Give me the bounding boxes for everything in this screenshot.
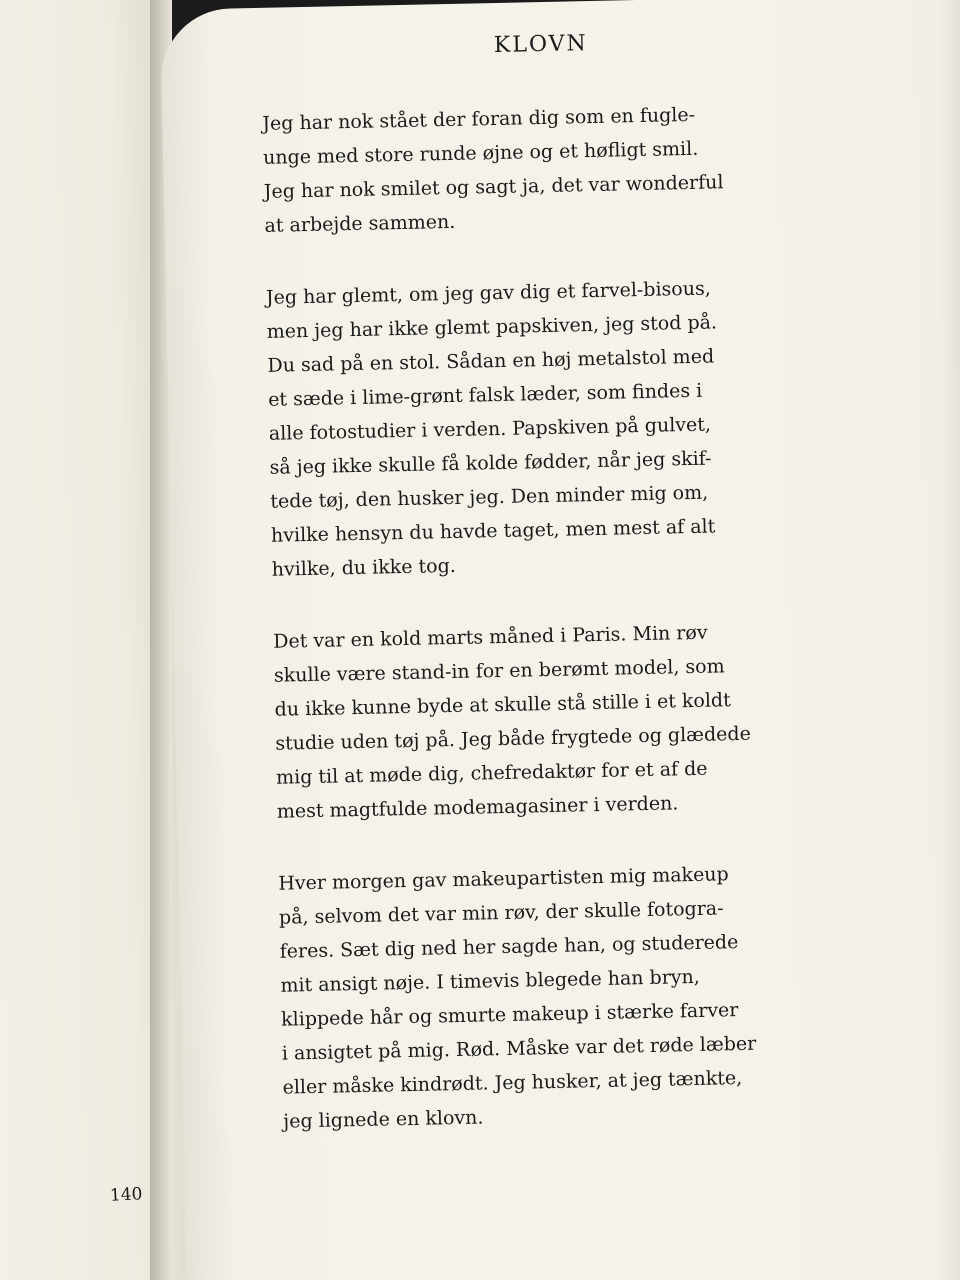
text-line: Det var en kold marts måned i Paris. Min røv bbox=[273, 621, 708, 653]
text-line: Jeg har glemt, om jeg gav dig et farvel-bisous, bbox=[265, 277, 711, 309]
text-line: så jeg ikke skulle få kolde fødder, når jeg skif- bbox=[269, 447, 712, 479]
text-line: men jeg har ikke glemt papskiven, jeg stod på. bbox=[266, 311, 718, 343]
text-line: unge med store runde øjne og et høfligt smil. bbox=[262, 137, 699, 169]
right-page bbox=[160, 0, 960, 1280]
page-text-block bbox=[261, 27, 825, 1177]
text-line: Jeg har nok stået der foran dig som en fugle- bbox=[262, 103, 696, 135]
text-line: et sæde i lime-grønt falsk læder, som findes i bbox=[267, 379, 703, 411]
text-line: mest magtfulde modemagasiner i verden. bbox=[276, 792, 679, 823]
text-line: studie uden tøj på. Jeg både frygtede og glædede bbox=[275, 722, 752, 755]
running-head: KLOVN bbox=[493, 31, 588, 59]
text-line: Du sad på en stol. Sådan en høj metalstol med bbox=[267, 345, 715, 377]
text-line: hvilke, du ikke tog. bbox=[271, 554, 457, 581]
paragraph-2 bbox=[266, 270, 812, 587]
text-line: at arbejde sammen. bbox=[264, 210, 456, 237]
text-line: klippede hår og smurte makeup i stærke farver bbox=[280, 999, 739, 1031]
page-number: 140 bbox=[109, 1184, 143, 1206]
text-line: skulle være stand-in for en berømt model, som bbox=[273, 655, 725, 687]
text-line: mit ansigt nøje. I timevis blegede han bryn, bbox=[280, 965, 701, 997]
text-line: feres. Sæt dig ned her sagde han, og studerede bbox=[279, 931, 739, 963]
text-line: jeg lignede en klovn. bbox=[283, 1106, 484, 1133]
edge-shadow bbox=[940, 0, 960, 1280]
text-line: i ansigtet på mig. Rød. Måske var det røde læber bbox=[281, 1032, 757, 1065]
paragraph-3 bbox=[273, 613, 817, 828]
paragraph-4 bbox=[278, 855, 824, 1138]
text-line: mig til at møde dig, chefredaktør for et af de bbox=[275, 757, 708, 789]
text-line: eller måske kindrødt. Jeg husker, at jeg tænkte, bbox=[282, 1067, 743, 1099]
paragraph-1 bbox=[262, 96, 805, 243]
text-line: alle fotostudier i verden. Papskiven på gulvet, bbox=[268, 413, 712, 445]
text-line: hvilke hensyn du havde taget, men mest af alt bbox=[270, 515, 716, 547]
text-line: Hver morgen gav makeupartisten mig makeup bbox=[278, 863, 729, 895]
text-line: tede tøj, den husker jeg. Den minder mig om, bbox=[270, 481, 709, 513]
text-line: du ikke kunne byde at skulle stå stille i et koldt bbox=[274, 689, 731, 721]
text-line: på, selvom det var min røv, der skulle fotogra- bbox=[278, 897, 724, 929]
text-line: Jeg har nok smilet og sagt ja, det var wonderful bbox=[263, 171, 724, 203]
